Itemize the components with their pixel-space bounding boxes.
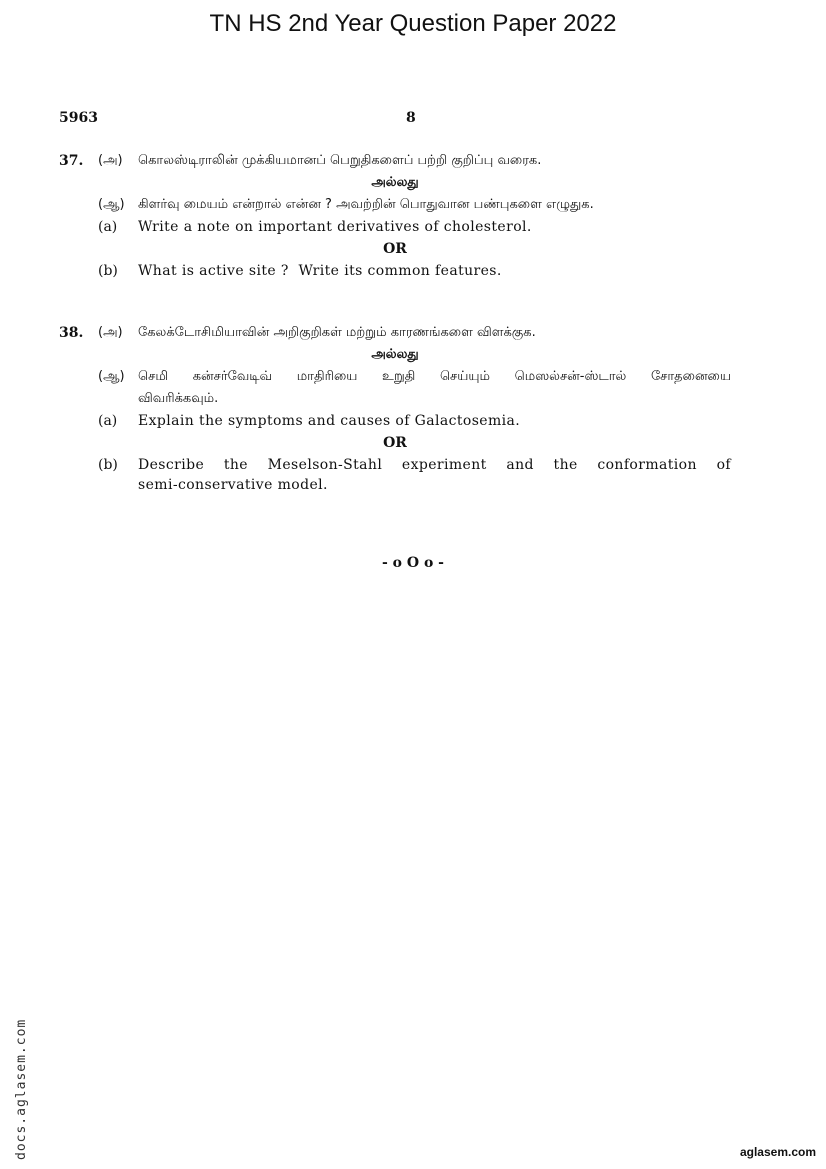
question-number: 38. bbox=[59, 325, 84, 341]
q37-eng-b bbox=[59, 260, 731, 282]
question-text-line: Describe the Meselson-Stahl experiment and the conformation of bbox=[138, 457, 731, 473]
question-number: 37. bbox=[59, 153, 84, 169]
question-text-line: semi-conservative model. bbox=[138, 477, 328, 493]
question-37 bbox=[59, 150, 731, 282]
or-separator: OR bbox=[383, 435, 407, 451]
q38-eng-a bbox=[59, 410, 731, 432]
option-tag: (a) bbox=[98, 413, 118, 429]
end-of-paper-mark: - o O o - bbox=[382, 555, 444, 571]
page-number: 8 bbox=[406, 110, 416, 126]
paper-code: 5963 bbox=[59, 110, 98, 126]
question-38 bbox=[59, 322, 731, 494]
question-text: கொலஸ்டிராலின் முக்கியமானப் பெறுதிகளைப் பற்றி குறிப்பு வரைக. bbox=[138, 153, 542, 168]
q37-tamil-a bbox=[59, 150, 731, 172]
question-text: கேலக்டோசிமியாவின் அறிகுறிகள் மற்றும் காரணங்களை விளக்குக. bbox=[138, 325, 536, 340]
q37-eng-a bbox=[59, 216, 731, 238]
tamil-or-separator: அல்லது bbox=[371, 347, 419, 362]
question-text: Write a note on important derivatives of cholesterol. bbox=[138, 219, 532, 235]
option-tag: (ஆ) bbox=[98, 369, 125, 384]
or-separator: OR bbox=[383, 241, 407, 257]
footer-brand: aglasem.com bbox=[739, 1145, 816, 1159]
q38-tamil-a bbox=[59, 322, 731, 344]
option-tag: (b) bbox=[98, 263, 118, 279]
question-text-line: செமி கன்சர்வேடிவ் மாதிரியை உறுதி செய்யும் மெஸல்சன்-ஸ்டால் சோதனையை bbox=[138, 369, 731, 384]
question-text: கிளர்வு மையம் என்றால் என்ன ? அவற்றின் பொதுவான பண்புகளை எழுதுக. bbox=[138, 197, 594, 212]
option-tag: (b) bbox=[98, 457, 118, 473]
side-watermark: docs.aglasem.com bbox=[14, 1018, 29, 1160]
q38-eng-b bbox=[59, 454, 731, 494]
tamil-or-separator: அல்லது bbox=[371, 175, 419, 190]
q37-tamil-b bbox=[59, 194, 731, 216]
document-banner-title: TN HS 2nd Year Question Paper 2022 bbox=[209, 10, 617, 37]
question-text: What is active site ? Write its common features. bbox=[138, 263, 502, 279]
question-text: Explain the symptoms and causes of Galactosemia. bbox=[138, 413, 521, 429]
option-tag: (ஆ) bbox=[98, 197, 125, 212]
option-tag: (அ) bbox=[98, 153, 123, 168]
question-text-line: விவரிக்கவும். bbox=[138, 391, 219, 406]
option-tag: (a) bbox=[98, 219, 118, 235]
option-tag: (அ) bbox=[98, 325, 123, 340]
q38-tamil-b bbox=[59, 366, 731, 410]
